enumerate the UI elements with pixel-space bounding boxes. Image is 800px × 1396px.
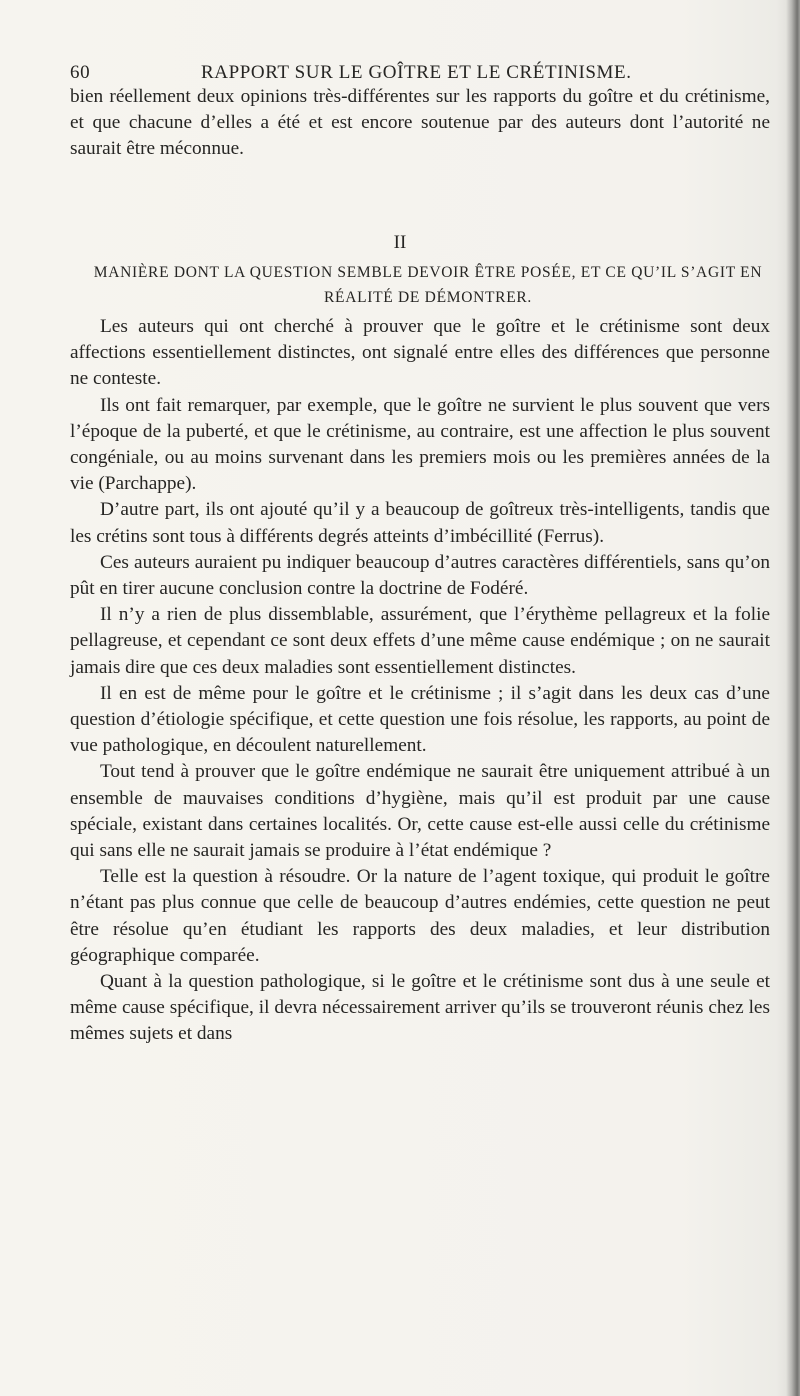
section-number: II bbox=[393, 232, 407, 253]
paragraph: Il en est de même pour le goître et le crétinisme ; il s’agit dans les deux cas d’une question d’étiologie spécifique, et cette question une fois résolue, les rapports, au point de vue pathologique, en découlent naturellement. bbox=[70, 682, 770, 757]
page-number: 60 bbox=[70, 62, 91, 83]
paragraph: Quant à la question pathologique, si le goître et le crétinisme sont dus à une seule et même cause spécifique, il devra nécessairement arriver qu’ils se trouveront réunis chez les mêmes sujets et dans bbox=[70, 971, 770, 1045]
continuation-paragraph: bien réellement deux opinions très-différentes sur les rapports du goître et du crétinisme, et que chacune d’elles a été et est encore soutenue par des auteurs dont l’autorité ne saurait être méconnue. bbox=[70, 86, 770, 160]
section-title: MANIÈRE DONT LA QUESTION SEMBLE DEVOIR ÊTRE POSÉE, ET CE QU’IL S’AGIT EN RÉALITÉ DE DÉMONTRER. bbox=[93, 264, 763, 306]
page-edge-shadow bbox=[786, 0, 800, 1396]
paragraph: Telle est la question à résoudre. Or la nature de l’agent toxique, qui produit le goître n’étant pas plus connue que celle de beaucoup d’autres endémies, cette question ne peut être résolue qu’en étudiant les rapports des deux maladies, et leur distribution géographique comparée. bbox=[70, 866, 770, 966]
paragraph: Les auteurs qui ont cherché à prouver que le goître et le crétinisme sont deux affections essentiellement distinctes, ont signalé entre elles des différences que personne ne conteste. bbox=[70, 316, 770, 390]
paragraph: Tout tend à prouver que le goître endémique ne saurait être uniquement attribué à un ensemble de mauvaises conditions d’hygiène, mais qu’il est produit par une cause spéciale, existant dans certaines localités. Or, cette cause est-elle aussi celle du crétinisme qui sans elle ne saurait jamais se produire à l’état endémique ? bbox=[70, 761, 770, 862]
paragraph: Ils ont fait remarquer, par exemple, que le goître ne survient le plus souvent que vers l’époque de la puberté, et que le crétinisme, au contraire, est une affection le plus souvent congéniale, ou au moins survenant dans les premiers mois ou les premières années de la vie (Parchappe). bbox=[70, 394, 770, 495]
body-text bbox=[70, 314, 770, 1048]
paragraph: D’autre part, ils ont ajouté qu’il y a beaucoup de goîtreux très-intelligents, tandis que les crétins sont tous à différents degrés atteints d’imbécillité (Ferrus). bbox=[70, 499, 770, 547]
running-title: RAPPORT SUR LE GOÎTRE ET LE CRÉTINISME. bbox=[201, 62, 632, 83]
continuation-block bbox=[70, 84, 770, 163]
paragraph: Il n’y a rien de plus dissemblable, assurément, que l’érythème pellagreux et la folie pellagreuse, et cependant ce sont deux effets d’une même cause endémique ; on ne saurait jamais dire que ces deux maladies sont essentiellement distinctes. bbox=[70, 604, 770, 678]
paragraph: Ces auteurs auraient pu indiquer beaucoup d’autres caractères différentiels, sans qu’on pût en tirer aucune conclusion contre la doctrine de Fodéré. bbox=[70, 551, 770, 600]
